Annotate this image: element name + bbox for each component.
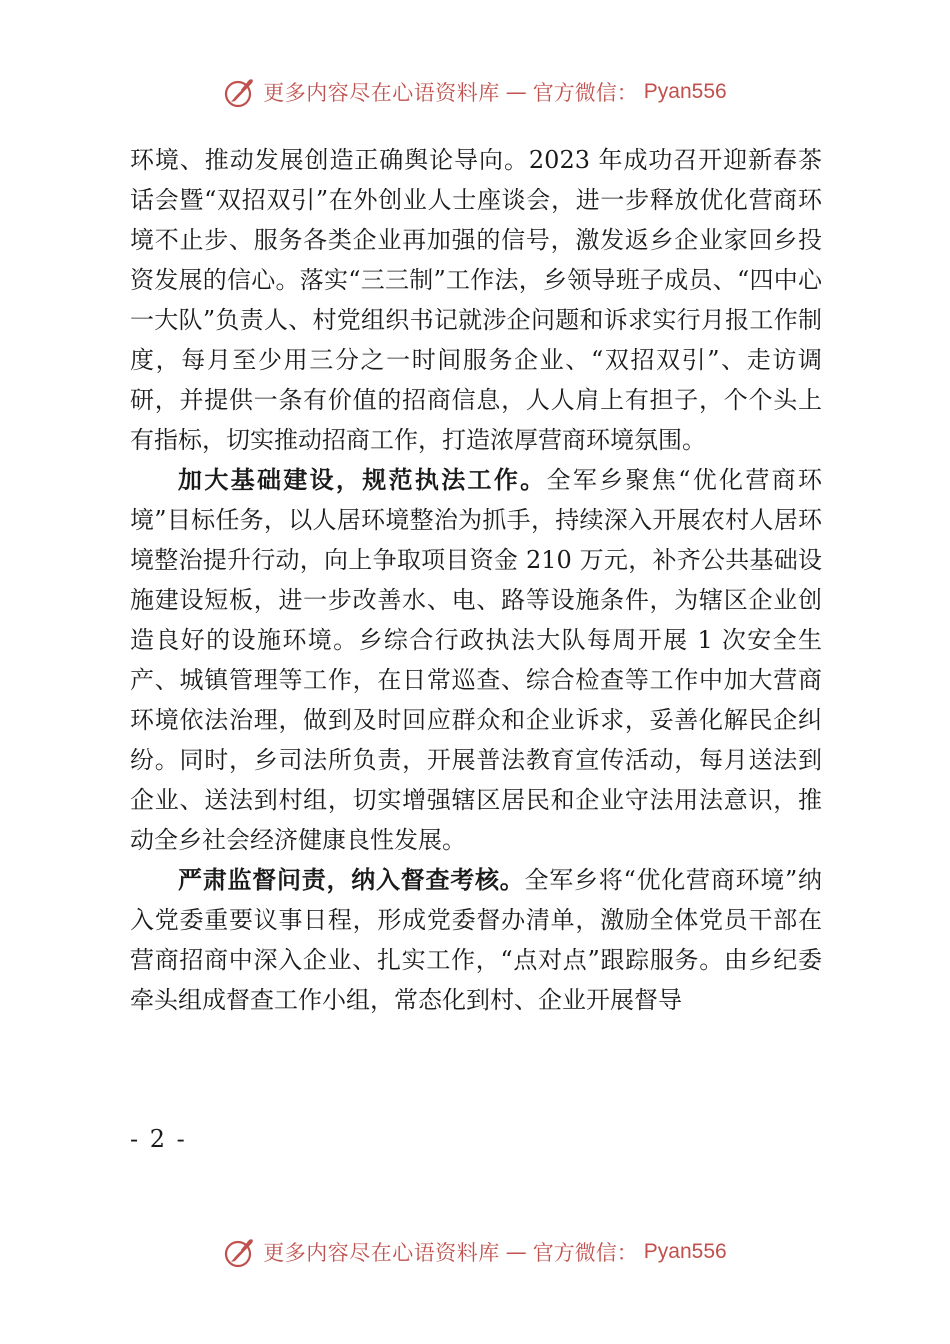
page-number: - 2 - — [130, 1125, 187, 1153]
watermark-title: 更多内容尽在心语资料库 — [263, 1241, 500, 1265]
quill-circle-logo-icon — [223, 75, 257, 109]
watermark-title: 更多内容尽在心语资料库 — [263, 81, 500, 105]
watermark-code: Pyan556 — [643, 1240, 727, 1263]
watermark-dash: — — [505, 80, 527, 104]
paragraph-1-text: 环境、推动发展创造正确舆论导向。2023 年成功召开迎新春茶话会暨“双招双引”在外创业人士座谈会，进一步释放优化营商环境不止步、服务各类企业再加强的信号，激发返乡企业家回乡投资发展的信心。落实“三三制”工作法，乡领导班子成员、“四中心一大队”负责人、村党组织书记就涉企问题和诉求实行月报工作制度，每月至少用三分之一时间服务企业、“双招双引”、走访调研，并提供一条有价值的招商信息，人人肩上有担子，个个头上有指标，切实推动招商工作，打造浓厚营商环境氛围。 — [130, 146, 822, 454]
watermark-code: Pyan556 — [643, 80, 727, 103]
quill-circle-logo-icon — [223, 1235, 257, 1269]
document-body — [130, 140, 822, 1020]
paragraph-2 — [130, 460, 822, 860]
watermark-dash: — — [505, 1240, 527, 1264]
paragraph-3-text: 全军乡将“优化营商环境”纳入党委重要议事日程，形成党委督办清单，激励全体党员干部在营商招商中深入企业、扎实工作，“点对点”跟踪服务。由乡纪委牵头组成督查工作小组，常态化到村、企业开展督导 — [130, 866, 823, 1014]
paragraph-3-heading: 严肃监督问责，纳入督查考核。 — [178, 866, 525, 894]
watermark-header — [0, 72, 950, 112]
paragraph-3 — [130, 860, 822, 1020]
paragraph-1 — [130, 140, 822, 460]
watermark-label: 官方微信： — [532, 1241, 638, 1265]
paragraph-2-heading: 加大基础建设，规范执法工作。 — [178, 466, 547, 494]
paragraph-2-text: 全军乡聚焦“优化营商环境”目标任务，以人居环境整治为抓手，持续深入开展农村人居环境整治提升行动，向上争取项目资金 210 万元，补齐公共基础设施建设短板，进一步改善水、电、路等设施条件，为辖区企业创造良好的设施环境。乡综合行政执法大队每周开展 1 次安全生产、城镇管理等工作，在日常巡查、综合检查等工作中加大营商环境依法治理，做到及时回应群众和企业诉求，妥善化解民企纠纷。同时，乡司法所负责，开展普法教育宣传活动，每月送法到企业、送法到村组，切实增强辖区居民和企业守法用法意识，推动全乡社会经济健康良性发展。 — [130, 466, 823, 854]
watermark-label: 官方微信： — [532, 81, 638, 105]
watermark-footer — [0, 1232, 950, 1272]
